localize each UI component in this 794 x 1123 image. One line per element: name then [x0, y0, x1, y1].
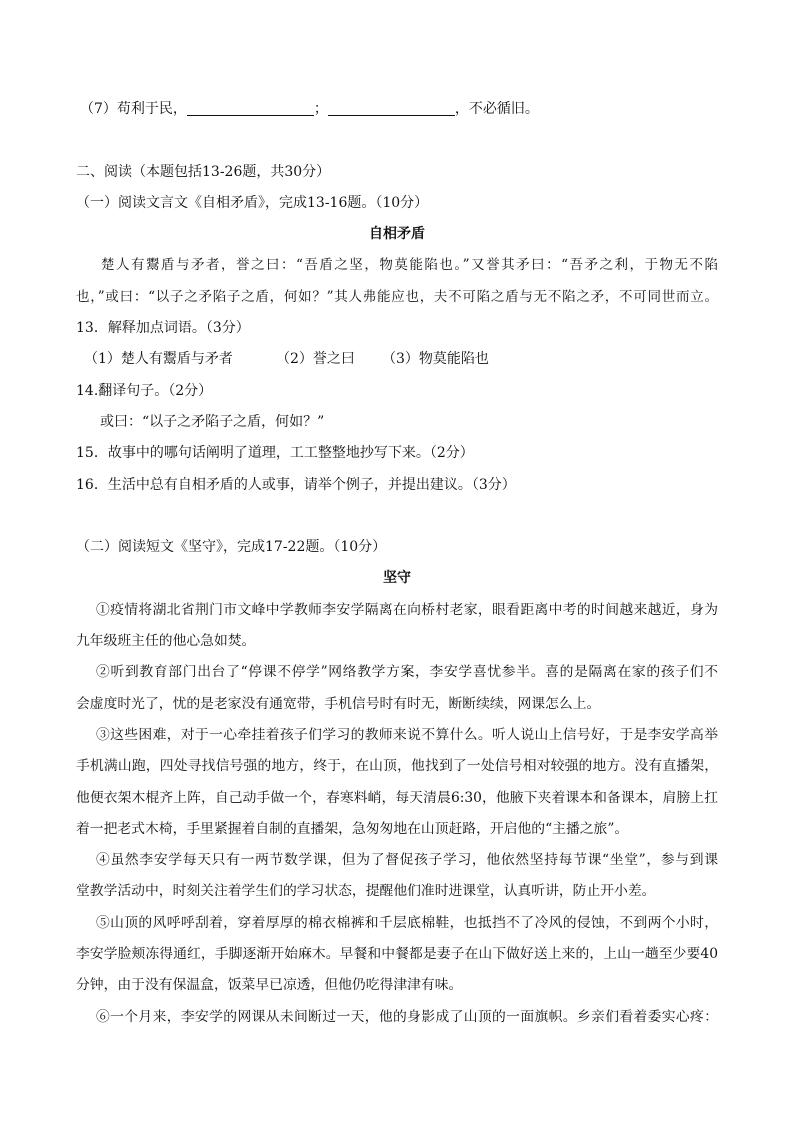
paragraph-line: ④虽然李安学每天只有一两节数学课，但为了督促孩子学习，他依然坚持每节课“坐堂”，参与到课 [96, 852, 718, 869]
paragraph-line: ③这些困难，对于一心牵挂着孩子们学习的教师来说不算什么。听人说山上信号好，于是李安学高举 [96, 726, 718, 743]
question-13-items [76, 344, 718, 375]
paragraph-line: 分钟，由于没有保温盒，饭菜早已凉透，但他仍吃得津津有味。 [76, 977, 463, 994]
question-13-item: （3）物莫能陷也 [382, 351, 489, 368]
spacer [76, 501, 718, 532]
answer-blank-2 [328, 101, 455, 116]
question-13-prompt: 13．解释加点词语。（3分） [76, 320, 250, 337]
paragraph-line: ①疫情将湖北省荆门市文峰中学教师李安学隔离在向桥村老家，眼看距离中考的时间越来越近，身为 [96, 601, 718, 618]
passage-line: 楚人有鬻盾与矛者，誉之曰：“吾盾之坚，物莫能陷也。”又誉其矛曰：“吾矛之利，于物无不陷 [101, 257, 718, 274]
article-paragraph [76, 720, 718, 845]
article-paragraph [76, 845, 718, 908]
section-heading: 二、阅读（本题包括13-26题，共30分） [76, 163, 331, 180]
question-text-before: 苟利于民， [116, 101, 187, 117]
spacer [76, 125, 718, 156]
paragraph-line: 九年级班主任的他心急如焚。 [76, 633, 256, 650]
classical-passage [76, 250, 718, 313]
article-paragraph [76, 1002, 718, 1033]
blank-separator: ； [313, 101, 328, 117]
question-16-prompt: 16．生活中总有自相矛盾的人或事，请举个例子，并提出建议。（3分） [76, 476, 516, 493]
passage-line: 也，”或曰：“以子之矛陷子之盾，何如？”其人弗能应也，夫不可陷之盾与无不陷之矛，不可同世而立。 [76, 288, 718, 305]
passage-title: 自相矛盾 [369, 226, 425, 243]
article-paragraph [76, 595, 718, 658]
question-number: （7） [80, 101, 117, 117]
question-14-prompt: 14.翻译句子。（2分） [76, 382, 213, 399]
question-14-sentence: 或曰：“以子之矛陷子之盾，何如？” [100, 413, 325, 430]
article-title: 坚守 [383, 570, 411, 587]
question-13-item: （2）誉之曰 [276, 351, 355, 368]
paragraph-line: 他便衣架木棍齐上阵，自己动手做一个，春寒料峭，每天清晨6:30，他腋下夹着课本和备课本，肩膀上扛 [76, 789, 718, 806]
paragraph-line: ②听到教育部门出台了“停课不停学”网络教学方案，李安学喜忧参半。喜的是隔离在家的孩子们不 [96, 664, 718, 681]
paragraph-line: 会虚度时光了，忧的是老家没有通宽带，手机信号时有时无，断断续续，网课怎么上。 [76, 695, 601, 712]
answer-blank-1 [187, 101, 314, 116]
paragraph-line: 堂教学活动中，时刻关注着学生们的学习状态，提醒他们准时进课堂，认真听讲，防止开小差。 [76, 883, 656, 900]
paragraph-line: 李安学脸颊冻得通红，手脚逐渐开始麻木。早餐和中餐都是妻子在山下做好送上来的，上山一趟至少要40 [76, 946, 718, 963]
paragraph-line: ⑥一个月来，李安学的网课从未间断过一天，他的身影成了山顶的一面旗帜。乡亲们看着委实心疼： [96, 1008, 718, 1025]
question-15-prompt: 15．故事中的哪句话阐明了道理，工工整整地抄写下来。（2分） [76, 445, 474, 462]
question-13-item: （1）楚人有鬻盾与矛者 [84, 351, 233, 368]
paragraph-line: ⑤山顶的风呼呼刮着，穿着厚厚的棉衣棉裤和千层底棉鞋，也抵挡不了冷风的侵蚀，不到两个小时， [96, 914, 718, 931]
part-one-instruction: （一）阅读文言文《自相矛盾》，完成13-16题。（10分） [76, 194, 429, 211]
part-two-instruction: （二）阅读短文《坚守》，完成17-22题。（10分） [76, 539, 387, 556]
article-paragraph [76, 657, 718, 720]
paragraph-line: 手机满山跑，四处寻找信号强的地方，终于，在山顶，他找到了一处信号相对较强的地方。没有直播架， [76, 758, 718, 775]
question-7-fill-blank [76, 94, 718, 125]
article-paragraph [76, 908, 718, 1002]
question-text-after: ，不必循旧。 [454, 101, 539, 117]
paragraph-line: 着一把老式木椅，手里紧握着自制的直播架，急匆匆地在山顶赶路，开启他的“主播之旅”。 [76, 820, 629, 837]
